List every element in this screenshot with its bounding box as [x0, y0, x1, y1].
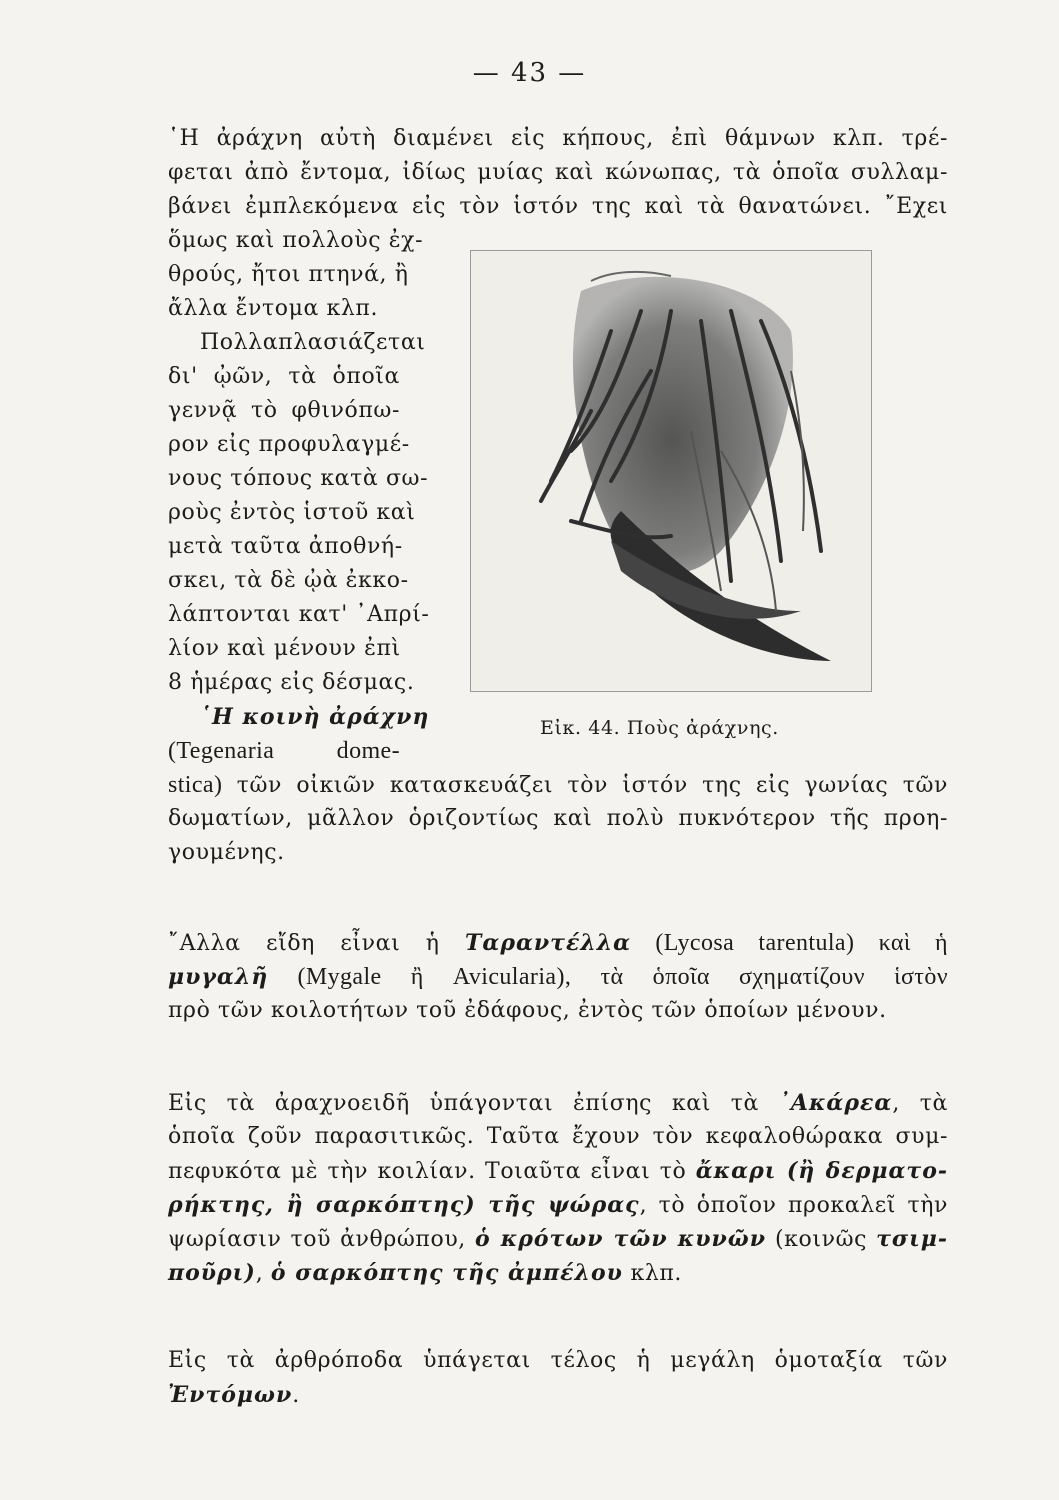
- column-text-line: θρούς, ἤτοι πτηνά, ἢ: [168, 262, 409, 287]
- text-line: δωματίων, μᾶλλον ὁριζοντίως καὶ πολὺ πυκνότερον τῆς προη-: [168, 806, 948, 831]
- bold-term: ἄκαρι (ἢ δερματο-: [695, 1158, 948, 1184]
- text-span: , τὸ ὁποῖον προκαλεῖ τὴν: [639, 1193, 948, 1218]
- bold-term: ὁ σαρκόπτης τῆς ἀμπέλου: [270, 1260, 623, 1286]
- column-text-line: ἄλλα ἔντομα κλπ.: [168, 296, 379, 321]
- page-number: — 43 —: [472, 58, 587, 88]
- bold-term: Ἐντόμων: [168, 1382, 293, 1408]
- spider-leg-icon: [471, 251, 871, 691]
- bold-term: τσιμ-: [876, 1226, 948, 1252]
- text-line: [168, 1156, 948, 1187]
- text-line: [168, 1380, 948, 1411]
- bold-term: μυγαλῆ: [168, 964, 269, 990]
- text-line: [168, 1258, 948, 1289]
- column-text-line: σκει, τὰ δὲ ᾠὰ ἐκκο-: [168, 568, 409, 593]
- text-line: [168, 928, 948, 959]
- column-text-line: δι' ᾠῶν, τὰ ὁποῖα: [168, 364, 400, 389]
- column-text-line: λίον καὶ μένουν ἐπὶ: [168, 636, 401, 661]
- text-line: φεται ἀπὸ ἔντομα, ἰδίως μυίας καὶ κώνωπας, τὰ ὁποῖα συλλαμ-: [168, 160, 948, 185]
- text-line: ῾Η ἀράχνη αὐτὴ διαμένει εἰς κήπους, ἐπὶ θάμνων κλπ. τρέ-: [168, 126, 948, 151]
- text-span: Εἰς τὰ ἀραχνοειδῆ ὑπάγονται ἐπίσης καὶ τὰ: [168, 1091, 779, 1116]
- latin-term: stica): [168, 772, 223, 798]
- text-span: κλπ.: [622, 1261, 683, 1286]
- column-text-line: ροὺς ἐντὸς ἱστοῦ καὶ: [168, 500, 416, 525]
- column-text-line: γεννᾷ τὸ φθινόπω-: [168, 398, 400, 423]
- column-text-line: 8 ἡμέρας εἰς δέσμας.: [168, 670, 415, 695]
- bold-term: Ταραντέλλα: [465, 930, 632, 956]
- text-line: πρὸ τῶν κοιλοτήτων τοῦ ἐδάφους, ἐντὸς τῶν ὁποίων μένουν.: [168, 998, 887, 1023]
- bold-term: ρήκτης, ἢ σαρκόπτης) τῆς ψώρας: [168, 1192, 640, 1218]
- text-span: (κοινῶς: [765, 1227, 877, 1252]
- text-line: [168, 1224, 948, 1255]
- text-line: [168, 962, 948, 993]
- column-text-line: μετὰ ταῦτα ἀποθνή-: [168, 534, 403, 559]
- text-span: , τὰ: [892, 1091, 948, 1116]
- column-text-line: ρον εἰς προφυλαγμέ-: [168, 432, 410, 457]
- section-heading: [200, 702, 432, 733]
- text-line: [168, 1190, 948, 1221]
- text-line: ὁποῖα ζοῦν παρασιτικῶς. Ταῦτα ἔχουν τὸν κεφαλοθώρακα συμ-: [168, 1124, 948, 1149]
- text-span: ῎Αλλα εἴδη εἶναι ἡ: [168, 931, 466, 956]
- text-line: [168, 1088, 948, 1119]
- bold-term: ᾽Ακάρεα: [778, 1090, 893, 1116]
- text-span: ψωρίασιν τοῦ ἀνθρώπου,: [168, 1227, 475, 1252]
- spider-leg-figure: [470, 250, 872, 692]
- text-span: τῶν οἰκιῶν κατασκευάζει τὸν ἱστόν της εἰς γωνίας τῶν: [222, 773, 948, 798]
- column-text-line: Πολλαπλασιάζεται: [200, 330, 426, 355]
- text-span: (Mygale ἢ Avicularia), τὰ ὁποῖα σχηματίζουν ἱστὸν: [268, 964, 948, 990]
- text-line: [168, 770, 948, 801]
- column-text-line: νους τόπους κατὰ σω-: [168, 466, 429, 491]
- text-line: βάνει ἐμπλεκόμενα εἰς τὸν ἱστόν της καὶ τὰ θανατώνει. ῎Εχει: [168, 194, 948, 219]
- text-span: πεφυκότα μὲ τὴν κοιλίαν. Τοιαῦτα εἶναι τὸ: [168, 1159, 696, 1184]
- column-text-line: (Tegenaria dome-: [168, 738, 400, 764]
- text-span: ,: [255, 1261, 271, 1286]
- text-line: Εἰς τὰ ἀρθρόποδα ὑπάγεται τέλος ἡ μεγάλη ὁμοταξία τῶν: [168, 1348, 948, 1373]
- figure-caption: Εἰκ. 44. Ποὺς ἀράχνης.: [540, 717, 779, 739]
- column-text-line: λάπτονται κατ' ᾽Απρί-: [168, 602, 430, 627]
- column-text-line: ὅμως καὶ πολλοὺς ἐχ-: [168, 228, 424, 253]
- text-line: γουμένης.: [168, 840, 285, 865]
- text-span: .: [292, 1383, 300, 1408]
- text-span: (Lycosa tarentula) καὶ ἡ: [631, 930, 948, 956]
- bold-term: ῾Η κοινὴ ἀράχνη: [200, 704, 430, 730]
- bold-term: ὁ κρότων τῶν κυνῶν: [474, 1226, 766, 1252]
- bold-term: ποῦρι): [168, 1260, 256, 1286]
